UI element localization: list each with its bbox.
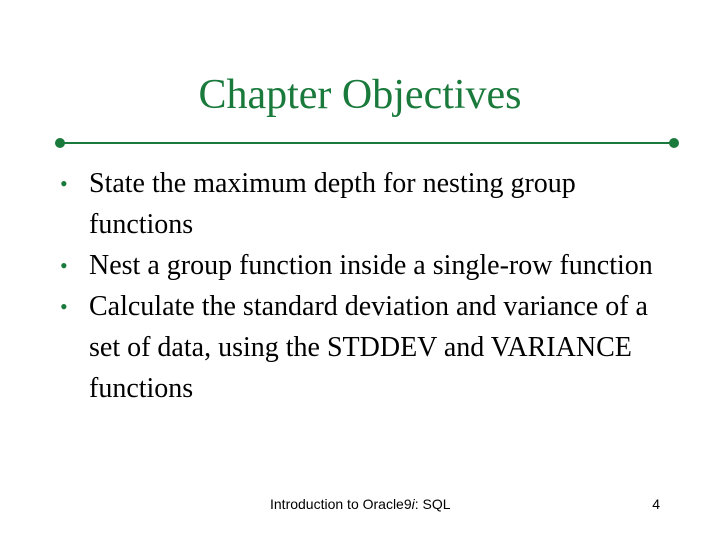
footer-prefix: Introduction to Oracle9 xyxy=(270,496,412,512)
footer-course-title xyxy=(270,496,451,512)
footer-italic: i xyxy=(411,496,415,512)
bullet-icon: • xyxy=(60,253,68,278)
divider-right-dot xyxy=(669,138,679,148)
objective-text: State the maximum depth for nesting group functions xyxy=(89,168,576,240)
objective-text: Nest a group function inside a single-row function xyxy=(89,250,653,281)
footer-suffix: : SQL xyxy=(414,496,451,512)
objective-text: Calculate the standard deviation and variance of a set of data, using the STDDEV and VARIANCE functions xyxy=(89,291,648,404)
slide-title: Chapter Objectives xyxy=(198,72,522,118)
page-number: 4 xyxy=(652,496,660,512)
objectives-list xyxy=(60,163,680,409)
objective-item xyxy=(60,245,680,286)
objective-item xyxy=(60,286,680,409)
bullet-icon: • xyxy=(60,294,68,319)
divider-left-dot xyxy=(55,138,65,148)
objective-item xyxy=(60,163,680,245)
title-divider xyxy=(60,142,674,144)
bullet-icon: • xyxy=(60,171,68,196)
